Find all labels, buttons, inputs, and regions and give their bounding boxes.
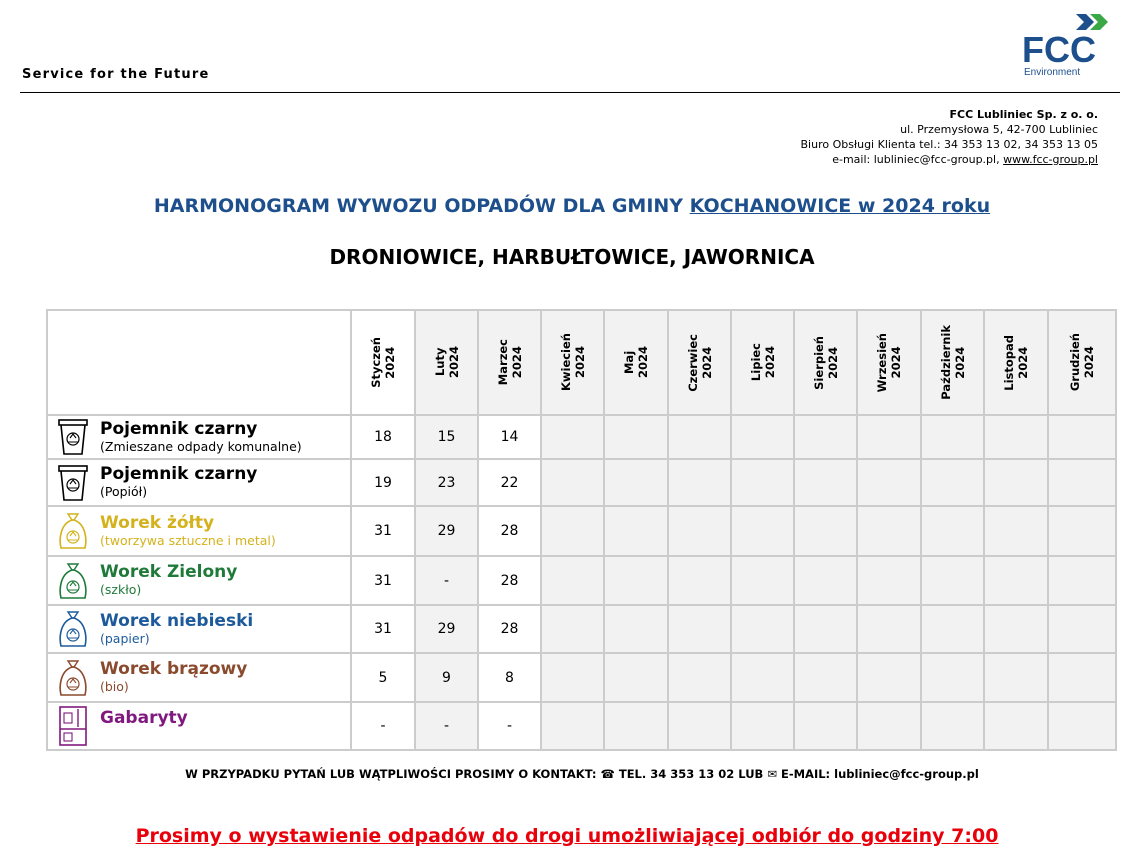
pickup-day-cell [794,556,857,605]
month-header [794,310,857,415]
month-header [984,310,1048,415]
pickup-day-cell: 23 [415,459,478,506]
pickup-day-cell [857,605,921,653]
pickup-day-cell: 31 [351,506,415,556]
bag-icon [56,560,90,602]
pickup-day-cell [1048,459,1116,506]
month-year: 2024 [825,346,840,379]
pickup-day-cell [984,605,1048,653]
waste-type-description: (tworzywa sztuczne i metal) [100,532,276,548]
pickup-day-cell [731,459,794,506]
month-name: Styczeń [369,337,383,388]
month-header [541,310,604,415]
month-year: 2024 [636,346,650,379]
waste-type-description: (szkło) [100,582,142,597]
pickup-day-cell: 15 [415,415,478,459]
month-name: Czerwiec [685,333,700,392]
month-name: Lipiec [748,343,763,382]
month-year: 2024 [446,346,461,379]
pickup-day-cell [668,605,731,653]
pickup-day-cell: 18 [351,415,415,459]
table-row [47,415,1116,459]
schedule-table [46,309,1117,751]
waste-type-cell [47,459,351,506]
month-year: 2024 [699,346,714,379]
tagline: Service for the Future [22,67,210,82]
table-row [47,556,1116,605]
pickup-day-cell [731,415,794,459]
pickup-day-cell [794,459,857,506]
month-year: 2024 [1082,346,1096,379]
pickup-day-cell: - [415,556,478,605]
header-divider [20,92,1120,93]
pickup-day-cell: 29 [415,605,478,653]
pickup-day-cell [794,702,857,750]
month-header [731,310,794,415]
company-email: e-mail: lubliniec@fcc-group.pl, [832,153,1004,166]
month-header [604,310,668,415]
pickup-time-notice: Prosimy o wystawienie odpadów do drogi umożliwiającej odbiór do godziny 7:00 [135,825,999,847]
month-header [668,310,731,415]
pickup-day-cell [794,605,857,653]
pickup-day-cell [921,653,984,702]
pickup-day-cell: 29 [415,506,478,556]
pickup-day-cell [541,506,604,556]
bag-icon [56,657,90,699]
month-header [415,310,478,415]
pickup-day-cell [668,653,731,702]
pickup-day-cell: 22 [478,459,541,506]
waste-type-description: (bio) [100,679,129,694]
fridge-icon [56,705,90,747]
month-header [351,310,415,415]
title-municipality: KOCHANOWICE w 2024 roku [689,195,991,217]
pickup-day-cell: 28 [478,605,541,653]
month-name: Wrzesień [875,332,889,393]
waste-type-cell [47,506,351,556]
pickup-day-cell [1048,605,1116,653]
pickup-day-cell [921,415,984,459]
pickup-day-cell [794,415,857,459]
month-name: Sierpień [811,335,826,390]
table-row [47,605,1116,653]
pickup-day-cell: 31 [351,605,415,653]
pickup-day-cell [604,506,668,556]
waste-type-title: Gabaryty [100,708,188,728]
waste-type-description: (Popiół) [100,484,148,499]
pickup-day-cell [731,556,794,605]
waste-type-header [47,310,351,415]
pickup-day-cell [604,653,668,702]
month-year: 2024 [889,346,903,379]
month-name: Luty [432,348,447,377]
fcc-environment-logo [1020,12,1112,80]
pickup-day-cell [604,702,668,750]
pickup-day-cell [857,556,921,605]
month-header [857,310,921,415]
waste-type-cell [47,415,351,459]
company-info [801,107,1098,167]
month-name: Grudzień [1068,333,1082,392]
pickup-day-cell: - [478,702,541,750]
waste-type-title: Worek żółty [100,512,215,533]
company-office: Biuro Obsługi Klienta tel.: 34 353 13 02, 34 353 13 05 [800,138,1098,151]
pickup-day-cell [541,415,604,459]
pickup-day-cell: 14 [478,415,541,459]
month-name: Październik [938,325,953,400]
month-year: 2024 [762,346,777,379]
pickup-day-cell [541,653,604,702]
contact-text: W PRZYPADKU PYTAŃ LUB WĄTPLIWOŚCI PROSIMY O KONTAKT: [185,767,601,781]
logo-subtext: Environment [1024,67,1081,78]
waste-type-description: (Zmieszane odpady komunalne) [100,438,302,454]
contact-email: E-MAIL: lubliniec@fcc-group.pl [780,767,979,781]
pickup-day-cell [984,415,1048,459]
waste-type-title: Pojemnik czarny [100,418,258,439]
pickup-day-cell [857,415,921,459]
waste-type-cell [47,556,351,605]
pickup-day-cell: 28 [478,556,541,605]
pickup-day-cell [857,506,921,556]
month-header [1048,310,1116,415]
waste-type-cell [47,653,351,702]
pickup-day-cell [731,653,794,702]
pickup-day-cell [1048,702,1116,750]
pickup-day-cell [731,506,794,556]
bin-icon [56,462,90,504]
pickup-day-cell [1048,506,1116,556]
pickup-day-cell [604,415,668,459]
pickup-day-cell [794,653,857,702]
pickup-day-cell [604,459,668,506]
month-name: Marzec [495,339,510,386]
pickup-day-cell [857,702,921,750]
pickup-day-cell [921,702,984,750]
pickup-day-cell [921,605,984,653]
month-header [921,310,984,415]
bag-icon [56,510,90,552]
pickup-day-cell [921,459,984,506]
pickup-day-cell: 28 [478,506,541,556]
contact-line [0,767,1144,781]
company-address: ul. Przemysłowa 5, 42-700 Lubliniec [900,123,1098,136]
pickup-day-cell [984,506,1048,556]
pickup-day-cell [731,605,794,653]
pickup-day-cell [668,556,731,605]
waste-type-description: (papier) [100,630,150,646]
pickup-day-cell: 9 [415,653,478,702]
table-row [47,702,1116,750]
pickup-day-cell: - [415,702,478,750]
company-website-link[interactable]: www.fcc-group.pl [1003,153,1098,166]
pickup-day-cell [668,459,731,506]
pickup-day-cell: 5 [351,653,415,702]
month-year: 2024 [572,346,587,379]
mail-icon: ✉ [767,767,781,781]
pickup-day-cell [984,556,1048,605]
company-name: FCC Lubliniec Sp. z o. o. [949,108,1098,121]
waste-type-title: Worek brązowy [100,659,248,679]
pickup-day-cell [1048,415,1116,459]
waste-type-title: Worek niebieski [100,610,254,631]
page-title [0,195,1144,217]
waste-type-cell [47,605,351,653]
pickup-day-cell [604,556,668,605]
table-row [47,459,1116,506]
bin-icon [56,416,90,458]
title-prefix: HARMONOGRAM WYWOZU ODPADÓW DLA GMINY [153,195,690,217]
pickup-day-cell [794,506,857,556]
pickup-day-cell [984,653,1048,702]
pickup-day-cell [984,702,1048,750]
pickup-day-cell [541,459,604,506]
month-year: 2024 [383,346,397,379]
pickup-day-cell [604,605,668,653]
table-row [47,653,1116,702]
phone-icon: ☎ [600,767,619,781]
company-contact [801,152,1098,167]
pickup-day-cell [1048,556,1116,605]
month-header [478,310,541,415]
pickup-day-cell [1048,653,1116,702]
pickup-day-cell: 31 [351,556,415,605]
waste-type-title: Pojemnik czarny [100,464,258,484]
pickup-day-cell [921,506,984,556]
pickup-day-cell [857,653,921,702]
month-name: Listopad [1002,334,1016,391]
contact-phone: TEL. 34 353 13 02 LUB [618,767,768,781]
pickup-day-cell [731,702,794,750]
table-row [47,506,1116,556]
pickup-day-cell: - [351,702,415,750]
waste-type-title: Worek Zielony [100,562,238,582]
pickup-day-cell [541,702,604,750]
pickup-day-cell [541,556,604,605]
month-year: 2024 [1016,346,1030,379]
villages-subtitle: DRONIOWICE, HARBUŁTOWICE, JAWORNICA [329,245,815,269]
pickup-day-cell [921,556,984,605]
pickup-day-cell [668,415,731,459]
month-year: 2024 [509,346,524,379]
pickup-day-cell [984,459,1048,506]
pickup-day-cell [541,605,604,653]
logo-letters: FCC [1022,29,1096,70]
pickup-day-cell: 8 [478,653,541,702]
month-year: 2024 [952,346,967,379]
pickup-day-cell: 19 [351,459,415,506]
waste-type-cell [47,702,351,750]
pickup-day-cell [857,459,921,506]
pickup-day-cell [668,506,731,556]
pickup-day-cell [668,702,731,750]
month-name: Kwiecień [558,333,573,392]
bag-icon [56,608,90,650]
month-name: Maj [622,350,636,375]
